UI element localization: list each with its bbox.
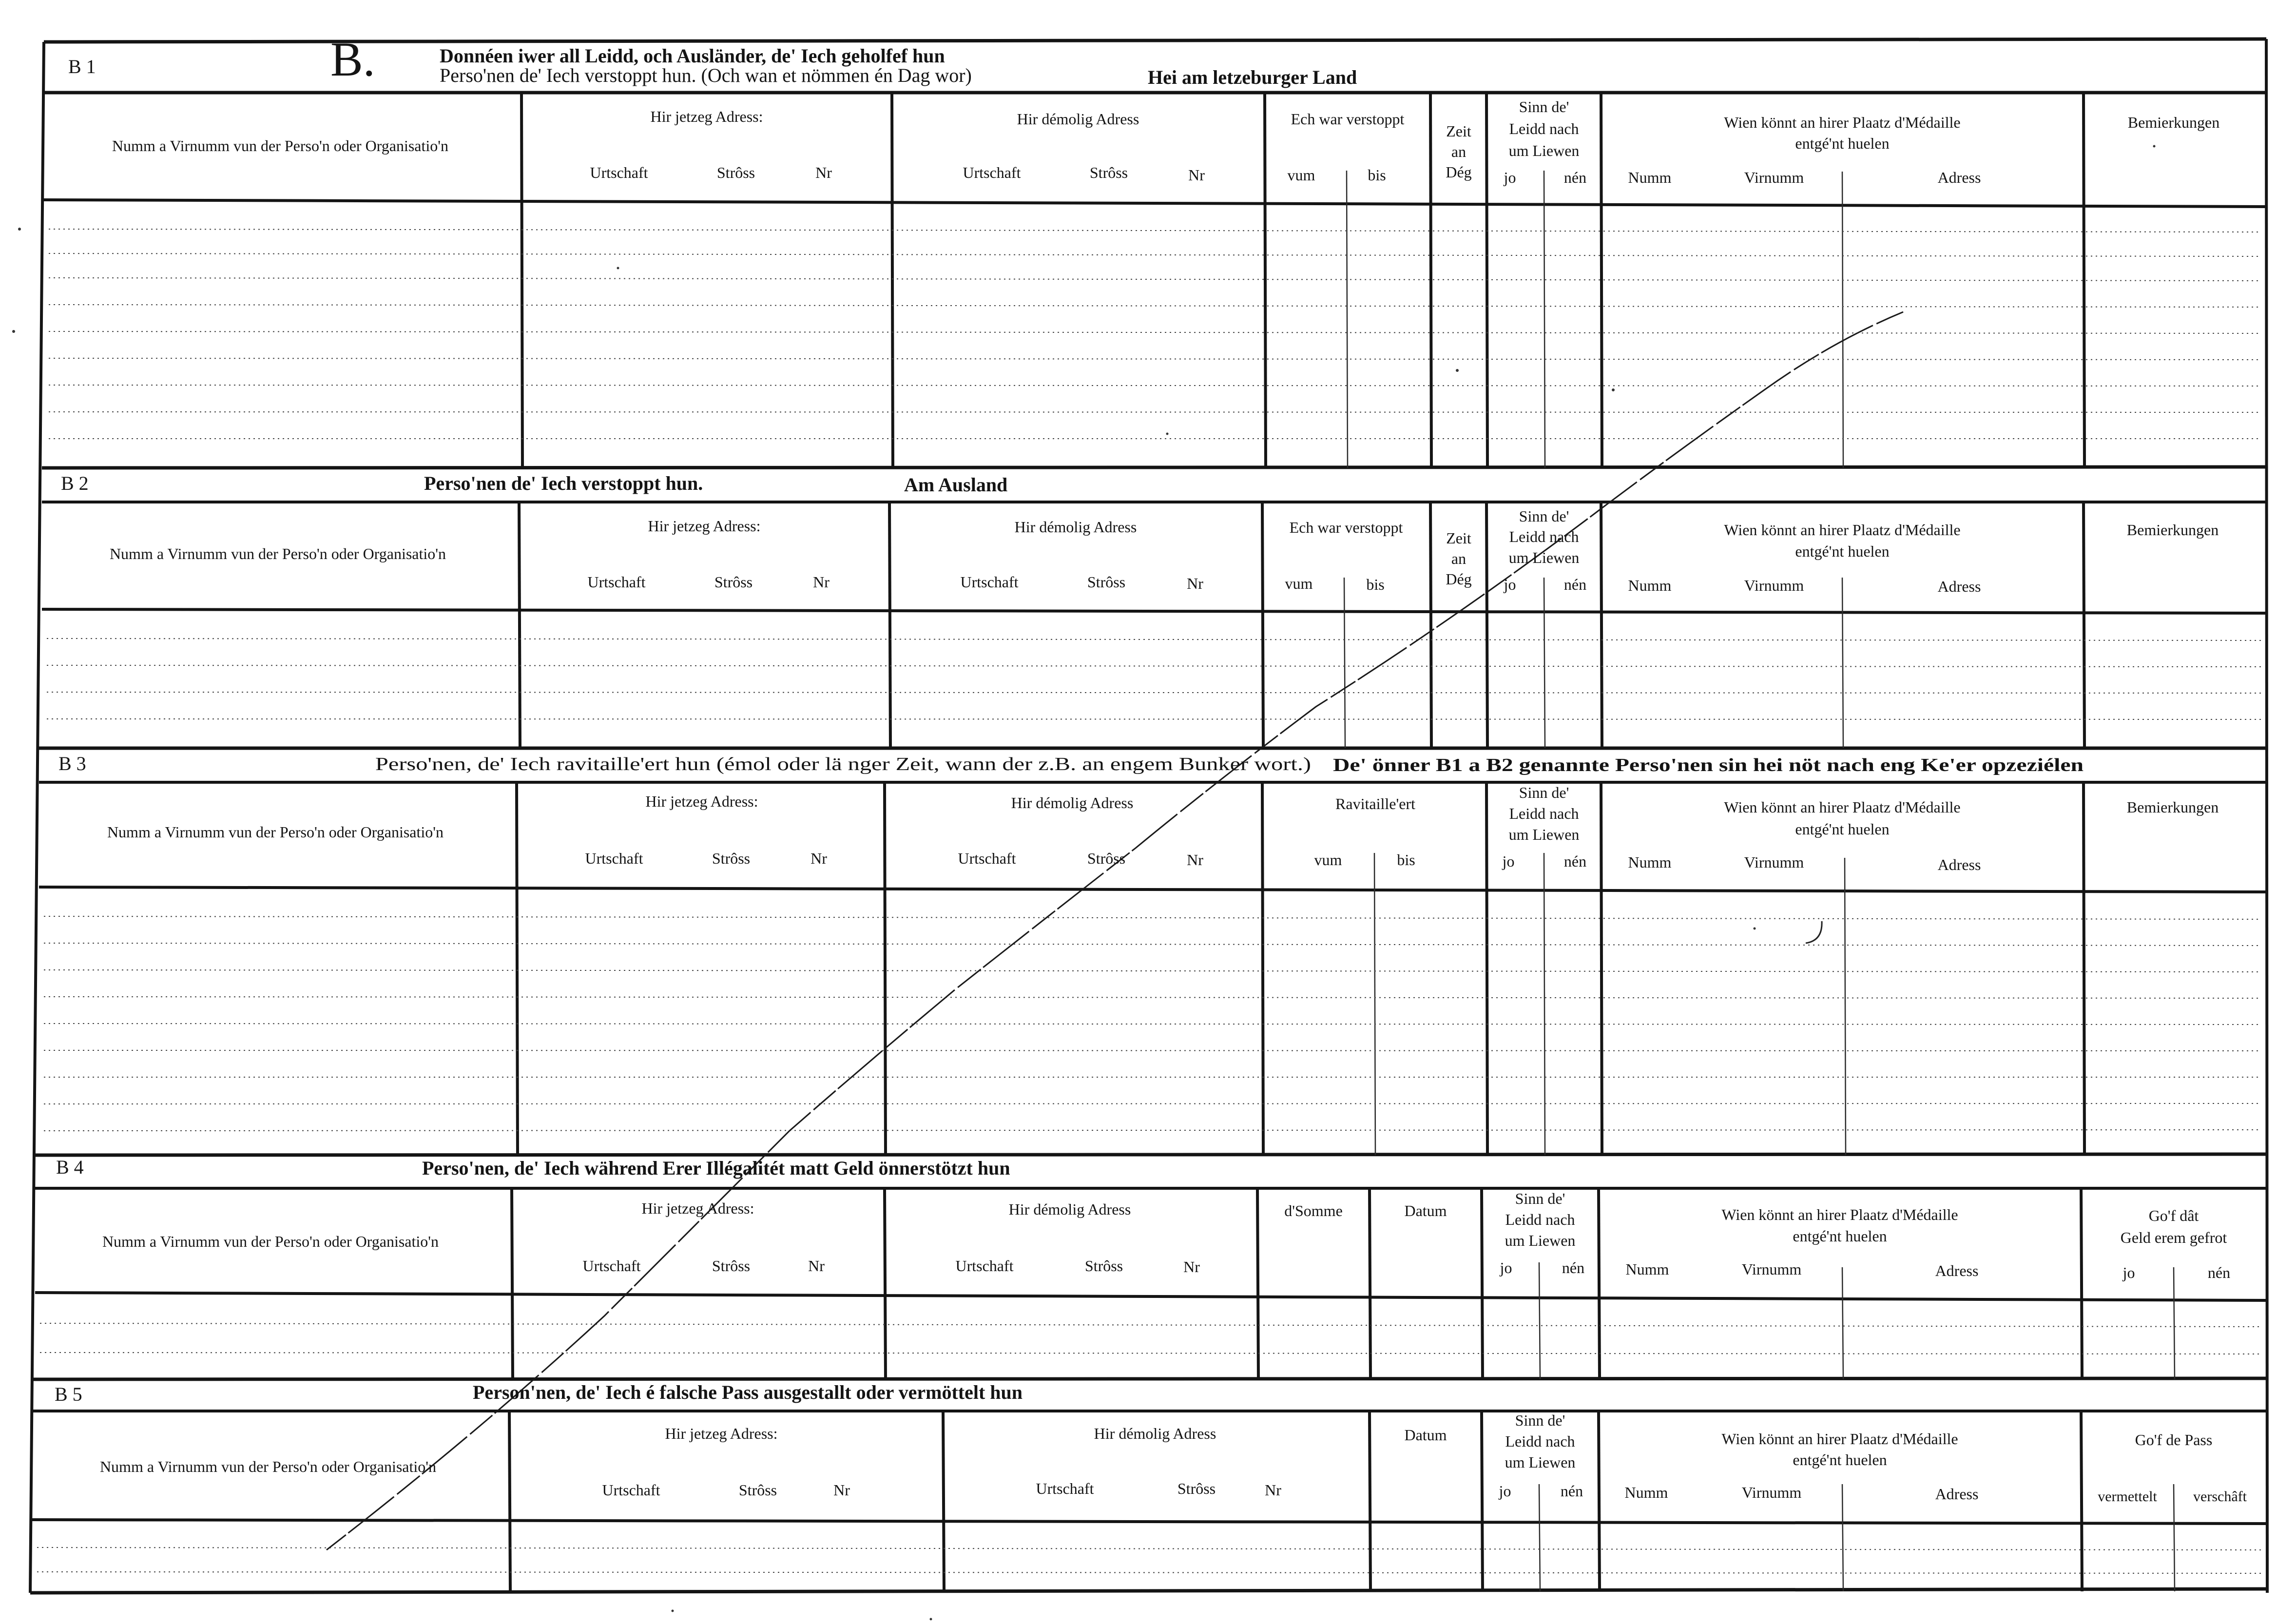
b4-col-numm: Numm a Virnumm vun der Perso'n oder Organisatio'n: [102, 1233, 439, 1250]
b3-header: [107, 784, 2219, 873]
dotted-writing-lines: [37, 229, 2261, 1573]
b2-col-sinn1: Sinn de': [1519, 507, 1569, 525]
b5-col-sinn1: Sinn de': [1515, 1411, 1565, 1429]
outer-border: [30, 39, 2267, 1593]
b1-col-w-adress: Adress: [1937, 169, 1981, 186]
b3-title: Perso'nen, de' Iech ravitaille'ert hun (émol oder lä nger Zeit, wann der z.B. an engem Bunker wort.): [375, 754, 1311, 774]
b1-col-wien1: Wien könnt an hirer Plaatz d'Médaille: [1724, 114, 1961, 131]
b2-col-nen: nén: [1563, 576, 1587, 593]
b2-col-zeit-an: an: [1451, 550, 1467, 567]
b2-col-urtschaft: Urtschaft: [587, 573, 646, 591]
b5-col-wien2: entgé'nt huelen: [1793, 1451, 1887, 1469]
b3-col-nr2: Nr: [1187, 851, 1203, 869]
b2-col-wien1: Wien könnt an hirer Plaatz d'Médaille: [1724, 521, 1961, 539]
b4-col-gof-nen: nén: [2207, 1264, 2231, 1281]
b2-col-zeit-deg: Dég: [1446, 570, 1472, 588]
b1-col-sinn3: um Liewen: [1508, 142, 1580, 159]
b1-col-vum: vum: [1287, 166, 1315, 184]
b2-col-stross: Strôss: [714, 573, 753, 591]
b4-col-urtschaft2: Urtschaft: [955, 1257, 1014, 1275]
b1-col-hir-demolig: Hir démolig Adress: [1017, 110, 1139, 128]
b3-col-w-adress: Adress: [1937, 856, 1981, 873]
b1-col-bemerkungen: Bemierkungen: [2127, 114, 2220, 131]
b5-col-nr2: Nr: [1265, 1481, 1281, 1499]
b2-col-zeit: Zeit: [1446, 529, 1471, 547]
b5-col-wien1: Wien könnt an hirer Plaatz d'Médaille: [1721, 1430, 1958, 1448]
b4-col-sinn1: Sinn de': [1515, 1190, 1565, 1207]
b5-title: Person'nen, de' Iech é falsche Pass ausgestallt oder vermöttelt hun: [473, 1381, 1023, 1403]
b5-col-sinn2: Leidd nach: [1505, 1432, 1575, 1450]
b3-col-hir-jetzeg: Hir jetzeg Adress:: [645, 793, 758, 810]
b4-col-urtschaft: Urtschaft: [582, 1257, 641, 1275]
b5-col-jo: jo: [1499, 1482, 1511, 1500]
b3-col-bis: bis: [1397, 851, 1415, 869]
b2-col-vum: vum: [1285, 575, 1313, 592]
b3-col-wien1: Wien könnt an hirer Plaatz d'Médaille: [1724, 798, 1961, 816]
b4-col-nr2: Nr: [1183, 1258, 1200, 1276]
b5-col-datum: Datum: [1404, 1426, 1447, 1444]
b2-col-wien2: entgé'nt huelen: [1795, 542, 1890, 560]
b1-col-jo: jo: [1504, 169, 1516, 186]
b2-title: Perso'nen de' Iech verstoppt hun.: [424, 472, 703, 494]
b2-col-jo: jo: [1504, 576, 1516, 593]
b5-col-urtschaft: Urtschaft: [602, 1481, 660, 1499]
b3-col-stross: Strôss: [712, 850, 751, 867]
b2-col-urtschaft2: Urtschaft: [960, 573, 1019, 591]
b2-col-w-numm: Numm: [1628, 577, 1672, 594]
scan-specks: [12, 145, 2156, 1621]
b3-note: De' önner B1 a B2 genannte Perso'nen sin hei nöt nach eng Ke'er opzeziélen: [1333, 755, 2084, 775]
b3-col-hir-demolig: Hir démolig Adress: [1011, 794, 1134, 812]
b3-col-sinn2: Leidd nach: [1509, 805, 1579, 822]
b5-col-urtschaft2: Urtschaft: [1036, 1480, 1094, 1497]
b4-col-nen: nén: [1562, 1259, 1585, 1276]
b2-location: Am Ausland: [904, 474, 1008, 496]
b1-title-line1: Donnéen iwer all Leidd, och Ausländer, de' Iech geholfef hun: [440, 45, 945, 67]
b4-col-jo: jo: [1500, 1259, 1512, 1276]
b4-col-wien2: entgé'nt huelen: [1793, 1227, 1887, 1245]
b5-col-nr: Nr: [833, 1481, 850, 1499]
b4-col-sinn2: Leidd nach: [1505, 1211, 1575, 1228]
b5-col-vermettelt: vermettelt: [2098, 1489, 2157, 1505]
b1-col-zeit-an: an: [1451, 143, 1467, 160]
b4-col-nr: Nr: [808, 1257, 825, 1275]
b4-col-w-numm: Numm: [1625, 1260, 1669, 1278]
b1-col-nen: nén: [1563, 169, 1587, 186]
b3-col-sinn3: um Liewen: [1508, 826, 1580, 843]
b5-col-gof-pass: Go'f de Pass: [2135, 1431, 2213, 1449]
b3-col-urtschaft: Urtschaft: [585, 850, 643, 867]
b1-col-urtschaft2: Urtschaft: [963, 164, 1021, 181]
column-separators-thick: [509, 93, 2084, 1591]
b2-col-hir-jetzeg: Hir jetzeg Adress:: [648, 517, 761, 535]
b5-col-verschaft: verschâft: [2193, 1489, 2247, 1505]
b3-col-ravitailleert: Ravitaille'ert: [1335, 795, 1415, 812]
b1-col-nr2: Nr: [1188, 166, 1205, 184]
b2-col-nr2: Nr: [1187, 575, 1203, 592]
b3-col-nr: Nr: [810, 850, 827, 867]
section-code-b1: B 1: [68, 56, 96, 77]
b1-header: [112, 98, 2219, 186]
b5-col-hir-jetzeg: Hir jetzeg Adress:: [665, 1425, 778, 1442]
b4-col-datum: Datum: [1404, 1202, 1447, 1219]
b4-col-stross2: Strôss: [1084, 1257, 1123, 1275]
b1-col-hir-jetzeg: Hir jetzeg Adress:: [650, 108, 763, 125]
header-bottom-lines: [32, 200, 2266, 1524]
b5-col-w-virnumm: Virnumm: [1741, 1484, 1802, 1501]
diagonal-cancel-stroke: [327, 312, 1903, 1550]
b1-col-sinn2: Leidd nach: [1509, 120, 1579, 137]
b4-col-somme: d'Somme: [1284, 1202, 1343, 1219]
b5-col-sinn3: um Liewen: [1505, 1453, 1576, 1471]
b2-col-nr: Nr: [813, 573, 830, 591]
b5-col-nen: nén: [1560, 1482, 1583, 1500]
b3-col-bemerkungen: Bemierkungen: [2126, 798, 2219, 816]
b2-col-numm: Numm a Virnumm vun der Perso'n oder Organisatio'n: [109, 545, 446, 562]
b5-col-stross2: Strôss: [1177, 1480, 1216, 1497]
b3-col-wien2: entgé'nt huelen: [1795, 820, 1890, 838]
b2-header: [110, 507, 2219, 595]
b4-col-w-virnumm: Virnumm: [1741, 1260, 1802, 1278]
b4-col-gof-geld1: Go'f dât: [2148, 1207, 2199, 1224]
section-code-b2: B 2: [61, 472, 89, 494]
form-letter: B.: [330, 32, 375, 86]
b1-col-w-numm: Numm: [1628, 169, 1672, 186]
b3-col-numm: Numm a Virnumm vun der Perso'n oder Organisatio'n: [107, 823, 444, 841]
b3-col-jo: jo: [1502, 852, 1515, 870]
b3-col-nen: nén: [1563, 852, 1587, 870]
b2-col-hir-demolig: Hir démolig Adress: [1014, 518, 1137, 536]
b3-col-urtschaft2: Urtschaft: [958, 850, 1016, 867]
b5-col-stross: Strôss: [738, 1481, 777, 1499]
b2-col-bis: bis: [1366, 576, 1385, 593]
section-code-b3: B 3: [58, 753, 86, 774]
b5-header: [100, 1411, 2247, 1505]
b2-col-w-virnumm: Virnumm: [1744, 577, 1804, 594]
b2-col-w-adress: Adress: [1937, 578, 1981, 595]
b2-col-stross2: Strôss: [1087, 573, 1126, 591]
b5-col-numm: Numm a Virnumm vun der Perso'n oder Organisatio'n: [99, 1458, 437, 1475]
section-code-b4: B 4: [56, 1156, 84, 1178]
b1-col-numm: Numm a Virnumm vun der Perso'n oder Organisatio'n: [112, 137, 449, 155]
b4-col-stross: Strôss: [712, 1257, 751, 1275]
b5-col-w-numm: Numm: [1624, 1484, 1668, 1501]
b5-col-w-adress: Adress: [1935, 1485, 1979, 1503]
b1-col-urtschaft: Urtschaft: [590, 164, 648, 181]
b4-col-gof-geld2: Geld erem gefrot: [2120, 1229, 2227, 1246]
b4-col-w-adress: Adress: [1935, 1262, 1979, 1279]
b4-col-hir-jetzeg: Hir jetzeg Adress:: [641, 1199, 754, 1217]
b1-col-bis: bis: [1368, 166, 1386, 184]
b2-col-ech-war: Ech war verstoppt: [1289, 519, 1403, 536]
section-code-b5: B 5: [55, 1383, 82, 1405]
b2-col-bemerkungen: Bemierkungen: [2126, 521, 2219, 539]
b1-col-w-virnumm: Virnumm: [1744, 169, 1804, 186]
b1-col-sinn1: Sinn de': [1519, 98, 1569, 116]
b3-col-w-numm: Numm: [1628, 853, 1672, 871]
b1-col-ech-war: Ech war verstoppt: [1291, 110, 1405, 128]
b4-col-wien1: Wien könnt an hirer Plaatz d'Médaille: [1721, 1206, 1958, 1223]
b1-col-nr: Nr: [815, 164, 832, 181]
b3-col-sinn1: Sinn de': [1519, 784, 1569, 801]
b3-col-stross2: Strôss: [1087, 850, 1126, 867]
b1-col-zeit-deg: Dég: [1446, 163, 1472, 181]
b1-title-line2: Perso'nen de' Iech verstoppt hun. (Och wan et nömmen én Dag wor): [440, 64, 972, 86]
b3-col-vum: vum: [1314, 851, 1342, 869]
b4-col-hir-demolig: Hir démolig Adress: [1008, 1200, 1131, 1218]
b4-col-gof-jo: jo: [2123, 1264, 2135, 1281]
b5-col-hir-demolig: Hir démolig Adress: [1094, 1425, 1216, 1442]
b1-col-zeit: Zeit: [1446, 122, 1471, 140]
b2-col-sinn2: Leidd nach: [1509, 528, 1579, 545]
b3-col-w-virnumm: Virnumm: [1744, 853, 1804, 871]
b2-col-sinn3: um Liewen: [1508, 549, 1580, 566]
b4-col-sinn3: um Liewen: [1505, 1232, 1576, 1249]
b1-col-stross: Strôss: [716, 164, 755, 181]
b1-col-wien2: entgé'nt huelen: [1795, 135, 1890, 152]
b1-col-stross2: Strôss: [1089, 164, 1128, 181]
b1-location: Hei am letzeburger Land: [1148, 66, 1357, 88]
ink-hook-mark: [1806, 921, 1822, 943]
b4-title: Perso'nen, de' Iech während Erer Illégalitét matt Geld önnerstötzt hun: [422, 1157, 1010, 1179]
b4-header: [102, 1190, 2230, 1281]
